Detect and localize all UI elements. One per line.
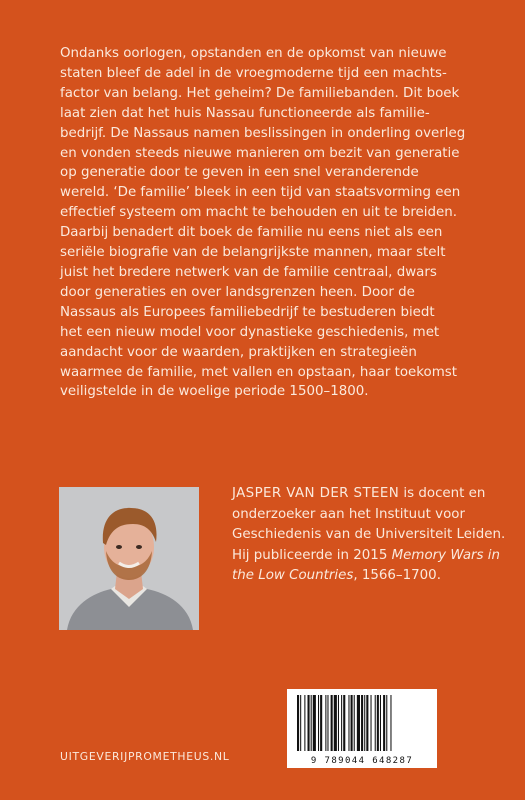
publisher-url: UITGEVERIJPROMETHEUS.NL bbox=[60, 750, 230, 763]
barcode-bar bbox=[313, 695, 316, 751]
barcode-bar bbox=[297, 695, 299, 751]
blurb-line: Daarbij benadert dit boek de familie nu eens niet als een bbox=[60, 225, 443, 241]
author-photo bbox=[59, 487, 199, 630]
barcode-bars bbox=[287, 689, 437, 755]
bio-line: Geschiedenis van de Universiteit Leiden. bbox=[232, 527, 506, 542]
author-name: JASPER VAN DER STEEN bbox=[232, 486, 400, 501]
blurb-line: wereld. ‘De familie’ bleek in een tijd van staatsvorming een bbox=[60, 185, 461, 201]
barcode-bar bbox=[386, 695, 387, 751]
bio-text: is docent en bbox=[399, 486, 486, 501]
barcode-bar bbox=[383, 695, 385, 751]
blurb-line: staten bleef de adel in de vroegmoderne tijd een machts- bbox=[60, 65, 447, 81]
isbn-barcode bbox=[287, 689, 437, 768]
bio-text: Hij publiceerde in 2015 bbox=[232, 547, 392, 563]
blurb-line: laat zien dat het huis Nassau functioneerde als familie- bbox=[60, 105, 430, 121]
barcode-bar bbox=[366, 695, 368, 751]
bio-text: . bbox=[436, 568, 441, 583]
barcode-bar bbox=[390, 695, 391, 751]
bio-line: onderzoeker aan het Instituut voor bbox=[232, 506, 465, 522]
blurb-line: bedrijf. De Nassaus namen beslissingen in onderling overleg bbox=[60, 125, 466, 141]
blurb-line: Nassaus als Europees familiebedrijf te bestuderen biedt bbox=[60, 304, 435, 320]
blurb-line: het een nieuw model voor dynastieke geschiedenis, met bbox=[60, 324, 440, 340]
bio-text: , 1566–1700 bbox=[353, 568, 437, 583]
blurb-line: Ondanks oorlogen, opstanden en de opkomst van nieuwe bbox=[60, 46, 447, 61]
barcode-bar bbox=[331, 695, 333, 751]
isbn-digits: 9 789044 648287 bbox=[310, 756, 414, 766]
barcode-bar bbox=[364, 695, 365, 751]
barcode-bar bbox=[327, 695, 328, 751]
barcode-bar bbox=[300, 695, 301, 751]
blurb-line: door generaties en over landsgrenzen heen. Door de bbox=[60, 284, 415, 300]
blurb-line: en vonden steeds nieuwe manieren om bezit van generatie bbox=[60, 145, 460, 161]
blurb-line: factor van belang. Het geheim? De familiebanden. Dit boek bbox=[60, 85, 460, 101]
barcode-bar bbox=[351, 695, 353, 751]
book-title: Memory Wars in bbox=[391, 547, 500, 563]
barcode-bar bbox=[354, 695, 355, 751]
barcode-bar bbox=[380, 695, 381, 751]
back-cover-blurb bbox=[60, 44, 480, 402]
barcode-bar bbox=[304, 695, 305, 751]
bio-line bbox=[232, 546, 502, 567]
barcode-bar bbox=[334, 695, 337, 751]
barcode-bar bbox=[325, 695, 326, 751]
barcode-bar bbox=[377, 695, 379, 751]
book-title: the Low Countries bbox=[232, 568, 354, 583]
barcode-bar bbox=[375, 695, 376, 751]
blurb-line: aandacht voor de waarden, praktijken en strategieën bbox=[60, 344, 417, 360]
barcode-bar bbox=[320, 695, 322, 751]
author-bio bbox=[232, 484, 506, 587]
blurb-line: waarmee de familie, met vallen en opstaan, haar toekomst bbox=[60, 364, 458, 380]
blurb-line: seriële biografie van de belangrijkste mannen, maar stelt bbox=[60, 245, 446, 261]
blurb-line: op generatie door te geven in een snel veranderende bbox=[60, 165, 419, 181]
barcode-bar bbox=[318, 695, 319, 751]
barcode-bar bbox=[371, 695, 372, 751]
barcode-bar bbox=[308, 695, 310, 751]
barcode-bar bbox=[341, 695, 342, 751]
barcode-bar bbox=[361, 695, 363, 751]
blurb-line: effectief systeem om macht te behouden en uit te breiden. bbox=[60, 205, 457, 221]
blurb-line: juist het bredere netwerk van de familie centraal, dwars bbox=[60, 264, 437, 280]
bio-line bbox=[232, 566, 502, 587]
bio-line bbox=[232, 484, 502, 505]
barcode-bar bbox=[343, 695, 345, 751]
barcode-bar bbox=[348, 695, 349, 751]
blurb-line: veiligstelde in de woelige periode 1500–1800. bbox=[60, 384, 369, 400]
barcode-bar bbox=[311, 695, 312, 751]
barcode-bar bbox=[338, 695, 339, 751]
barcode-bar bbox=[357, 695, 360, 751]
